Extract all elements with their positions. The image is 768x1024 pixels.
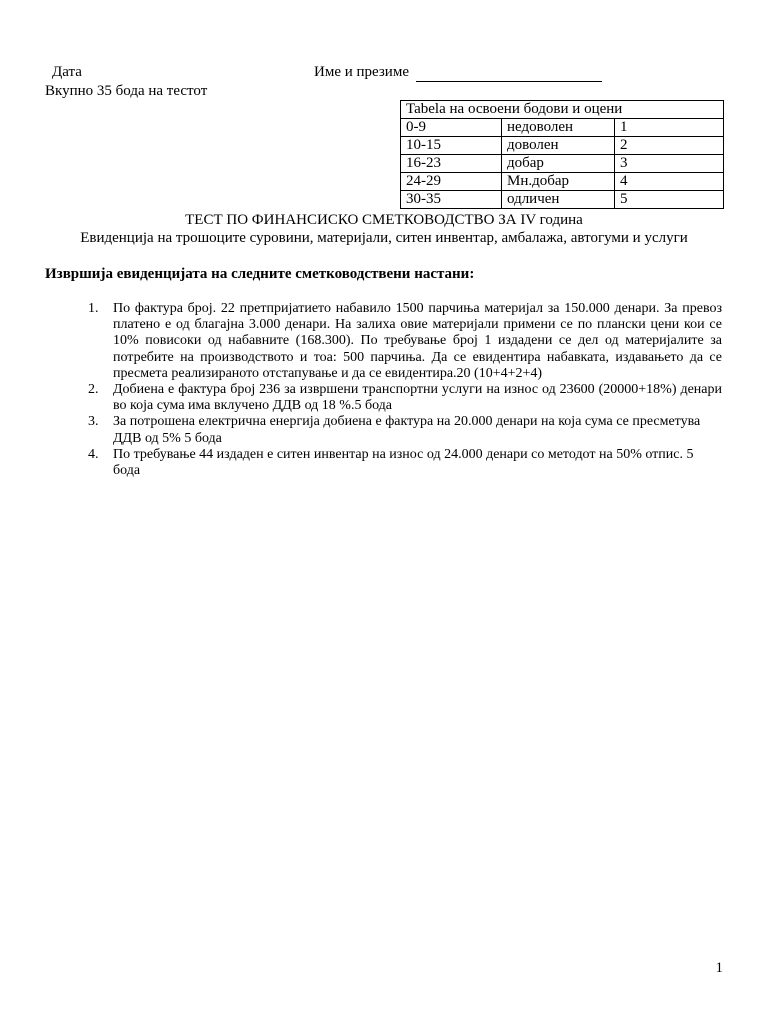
mark-cell: 1 — [615, 119, 724, 137]
task-number: 1. — [88, 301, 99, 316]
grades-table-title: Tabela на освоени бодови и оцени — [401, 101, 724, 119]
task-text: По требување 44 издаден е ситен инвентар на износ од 24.000 денари со методот на 50% отпис. 5 бода — [113, 446, 694, 479]
range-cell: 30-35 — [401, 191, 502, 209]
grade-cell: одличен — [502, 191, 615, 209]
table-row — [401, 119, 724, 137]
total-points: Вкупно 35 бода на тестот — [45, 83, 208, 99]
date-label: Дата — [52, 64, 82, 80]
table-row — [401, 155, 724, 173]
list-item — [88, 301, 722, 382]
name-label: Име и презиме — [314, 64, 409, 80]
grade-cell: недоволен — [502, 119, 615, 137]
list-item — [88, 414, 722, 446]
task-list — [88, 301, 722, 479]
range-cell: 10-15 — [401, 137, 502, 155]
task-number: 2. — [88, 382, 99, 398]
grade-cell: добар — [502, 155, 615, 173]
task-number: 3. — [88, 414, 99, 430]
name-underline — [416, 81, 602, 82]
instruction-heading: Извршија евиденцијата на следните сметководствени настани: — [45, 266, 475, 282]
test-subtitle: Евиденција на трошоците суровини, материјали, ситен инвентар, амбалажа, автогуми и услуги — [80, 230, 688, 246]
table-row — [401, 137, 724, 155]
page-number: 1 — [715, 960, 723, 976]
task-text: За потрошена електрична енергија добиена е фактура на 20.000 денари на која сума се пресметува ДДВ од 5% 5 бода — [113, 414, 701, 446]
task-number: 4. — [88, 446, 99, 462]
mark-cell: 4 — [615, 173, 724, 191]
mark-cell: 5 — [615, 191, 724, 209]
range-cell: 24-29 — [401, 173, 502, 191]
grade-cell: доволен — [502, 137, 615, 155]
table-row — [401, 173, 724, 191]
test-title: ТЕСТ ПО ФИНАНСИСКО СМЕТКОВОДСТВО ЗА IV година — [185, 212, 583, 228]
task-text: По фактура број. 22 претпријатието набавило 1500 парчиња материјал за 150.000 денари. За превоз платено е од благајна 3.000 денари. На залиха овие материјали примени се по плански цени кои се 10% повисоки од набавните (168.300). По требување број 1 издадени се дел од материјалите за потребите на производството и тоа: 500 парчиња. Да се евидентира набавката, издавањето да се пресмета реализираното отстапување и да се евидентира.20 (10+4+2+4) — [113, 301, 722, 381]
table-row — [401, 191, 724, 209]
list-item — [88, 382, 722, 414]
grades-table — [400, 100, 724, 209]
list-item — [88, 447, 722, 479]
grade-cell: Мн.добар — [502, 173, 615, 191]
task-text: Добиена е фактура број 236 за извршени транспортни услуги на износ од 23600 (20000+18%) денари во која сума има вклучено ДДВ од 18 %.5 бода — [113, 382, 722, 414]
range-cell: 0-9 — [401, 119, 502, 137]
range-cell: 16-23 — [401, 155, 502, 173]
mark-cell: 3 — [615, 155, 724, 173]
mark-cell: 2 — [615, 137, 724, 155]
grades-table-title-row — [401, 101, 724, 119]
